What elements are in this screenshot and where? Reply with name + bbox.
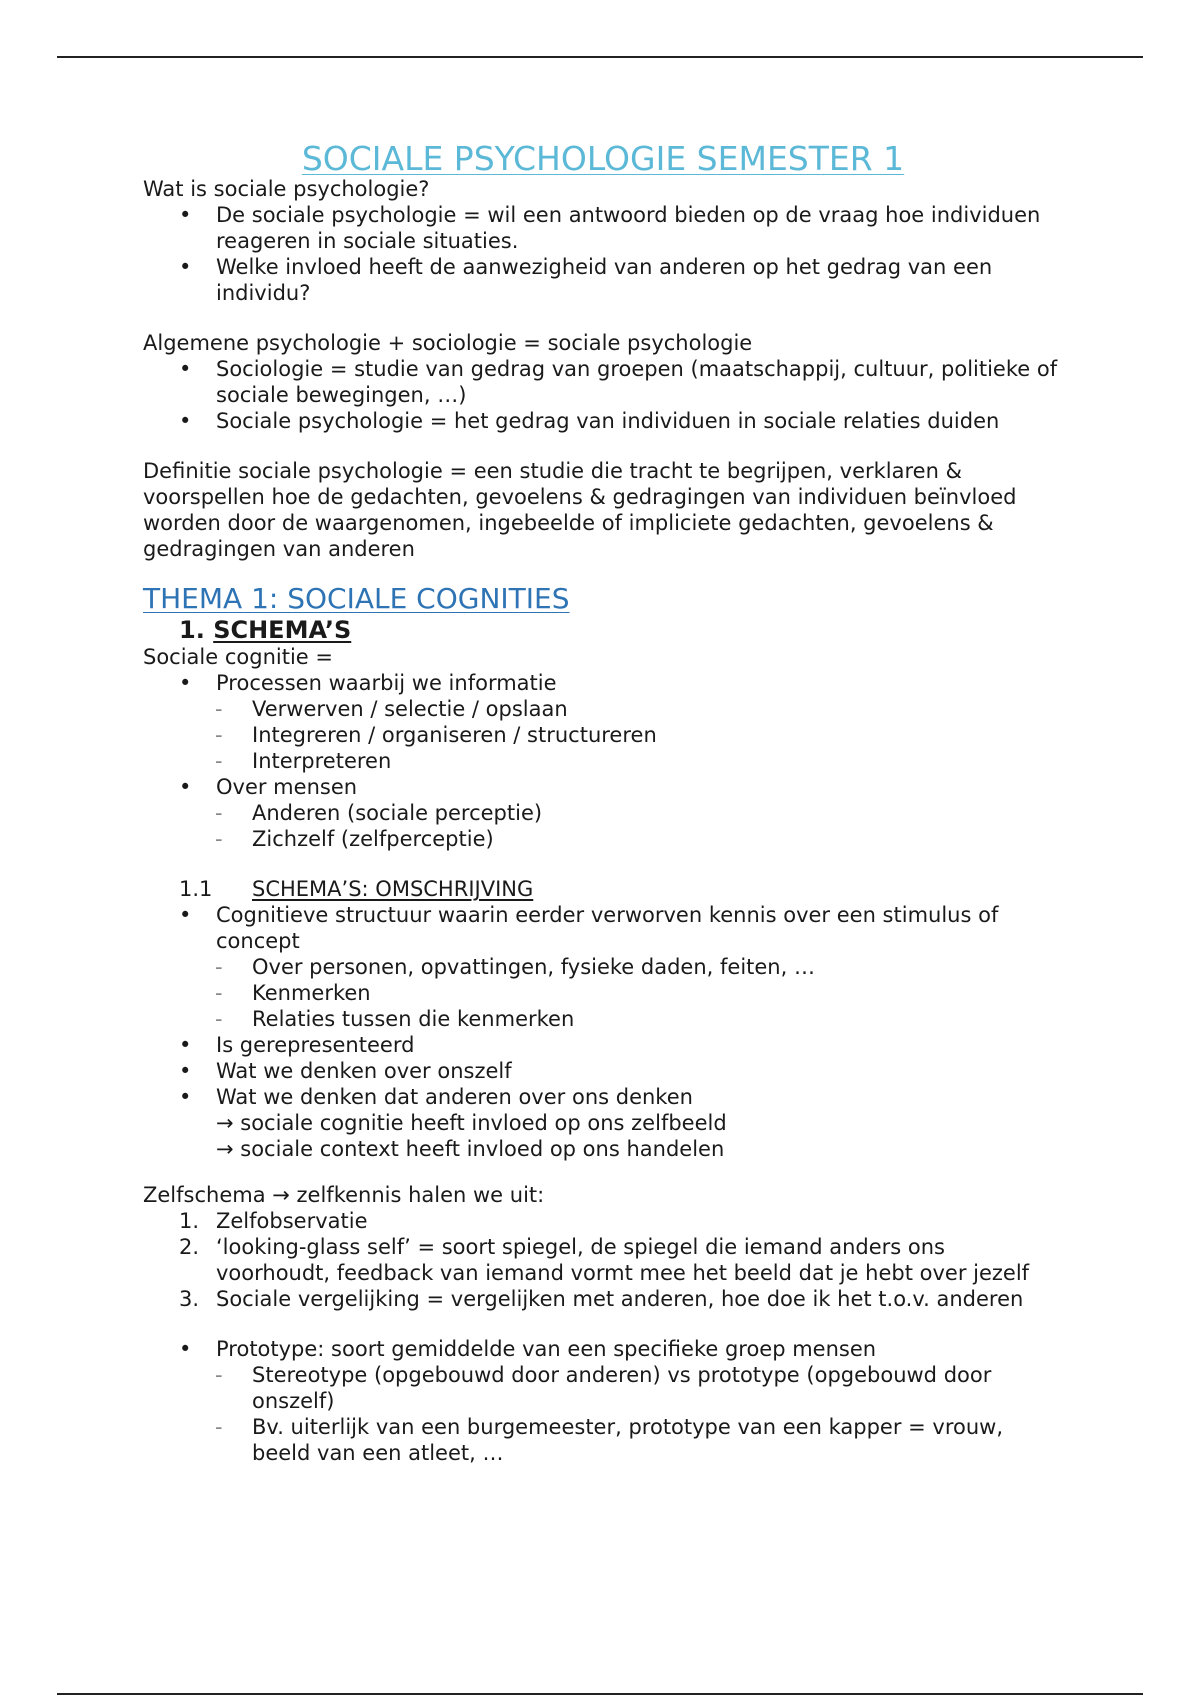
schema-sub-item: - Kenmerken [143, 980, 1063, 1006]
item-number: 2. [179, 1235, 200, 1259]
document-page [143, 140, 1063, 1466]
definition-paragraph: Definitie sociale psychologie = een studie die tracht te begrijpen, verklaren & voorspellen hoe de gedachten, gevoelens & gedragingen van individuen beïnvloed worden door de waargenomen, ingebeelde of impliciete gedachten, gevoelens & gedragingen van anderen [143, 459, 1017, 561]
combo-bullet-list [143, 356, 1063, 434]
cognition-sub-item: - Anderen (sociale perceptie) [143, 800, 1063, 826]
item-number: 1. [179, 1209, 200, 1233]
cognition-sub-item: - Interpreteren [143, 748, 1063, 774]
item-text: Zelfobservatie [216, 1209, 368, 1233]
prototype-sub-item: - Bv. uiterlijk van een burgemeester, prototype van een kapper = vrouw, beeld van een atleet, … [143, 1414, 1063, 1466]
combo-line: Algemene psychologie + sociologie = sociale psychologie [143, 331, 753, 355]
item-number: 3. [179, 1287, 200, 1311]
schema-list [143, 902, 1063, 1110]
document-title: SOCIALE PSYCHOLOGIE SEMESTER 1 [301, 139, 905, 178]
intro-bullet: • De sociale psychologie = wil een antwoord bieden op de vraag hoe individuen reageren in sociale situaties. [143, 202, 1063, 254]
subsection-title: SCHEMA’S: OMSCHRIJVING [252, 877, 534, 901]
subsection-number: 1.1 [179, 877, 213, 901]
prototype-list [143, 1336, 1063, 1466]
cognition-bullet: • Processen waarbij we informatie [143, 670, 1063, 696]
arrow-note: → sociale context heeft invloed op ons handelen [216, 1137, 725, 1161]
cognition-bullet: • Over mensen [143, 774, 1063, 800]
schema-bullet: • Wat we denken dat anderen over ons denken [143, 1084, 1063, 1110]
schema-sub-item: - Relaties tussen die kenmerken [143, 1006, 1063, 1032]
arrow-note: → sociale cognitie heeft invloed op ons zelfbeeld [216, 1111, 727, 1135]
cognition-label: Sociale cognitie = [143, 645, 333, 669]
cognition-list [143, 670, 1063, 852]
intro-question: Wat is sociale psychologie? [143, 177, 430, 201]
combo-bullet: • Sociologie = studie van gedrag van groepen (maatschappij, cultuur, politieke of sociale bewegingen, …) [143, 356, 1063, 408]
item-text: ‘looking-glass self’ = soort spiegel, de spiegel die iemand anders ons voorhoudt, feedback van iemand vormt mee het beeld dat je hebt over jezelf [216, 1235, 1030, 1285]
schema-bullet: • Is gerepresenteerd [143, 1032, 1063, 1058]
numbered-item [143, 1286, 1063, 1312]
schema-sub-item: - Over personen, opvattingen, fysieke daden, feiten, … [143, 954, 1063, 980]
schema-bullet: • Cognitieve structuur waarin eerder verworven kennis over een stimulus of concept [143, 902, 1063, 954]
numbered-item [143, 1234, 1063, 1286]
section-title: SCHEMA’S [213, 616, 352, 644]
cognition-sub-item: - Verwerven / selectie / opslaan [143, 696, 1063, 722]
intro-bullet-list [143, 202, 1063, 306]
cognition-sub-item: - Integreren / organiseren / structureren [143, 722, 1063, 748]
header-rule [57, 56, 1143, 58]
numbered-item [143, 1208, 1063, 1234]
prototype-bullet: • Prototype: soort gemiddelde van een specifieke groep mensen [143, 1336, 1063, 1362]
theme-heading: THEMA 1: SOCIALE COGNITIES [143, 582, 570, 615]
schema-bullet: • Wat we denken over onszelf [143, 1058, 1063, 1084]
cognition-sub-item: - Zichzelf (zelfperceptie) [143, 826, 1063, 852]
self-schema-line: Zelfschema → zelfkennis halen we uit: [143, 1183, 545, 1207]
combo-bullet: • Sociale psychologie = het gedrag van individuen in sociale relaties duiden [143, 408, 1063, 434]
section-heading [143, 616, 1063, 644]
subsection-heading [143, 876, 1063, 902]
section-number: 1. [179, 616, 205, 644]
prototype-sub-item: - Stereotype (opgebouwd door anderen) vs prototype (opgebouwd door onszelf) [143, 1362, 1063, 1414]
intro-bullet: • Welke invloed heeft de aanwezigheid van anderen op het gedrag van een individu? [143, 254, 1063, 306]
footer-rule [57, 1693, 1143, 1695]
self-schema-list [143, 1208, 1063, 1312]
item-text: Sociale vergelijking = vergelijken met anderen, hoe doe ik het t.o.v. anderen [216, 1287, 1024, 1311]
